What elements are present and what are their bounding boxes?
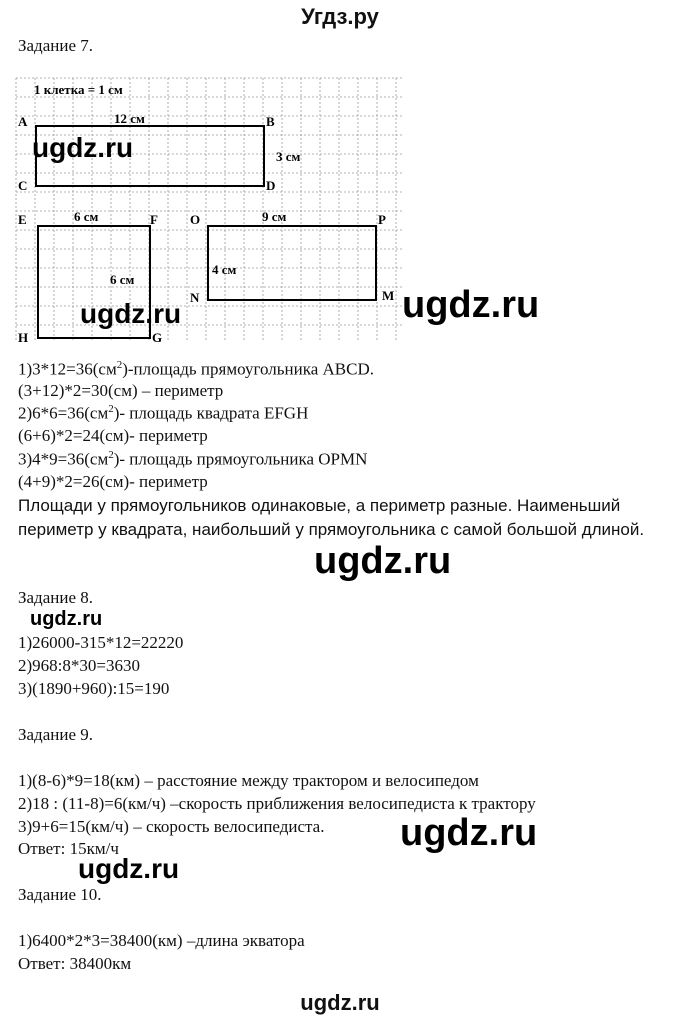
task7-line-3: $2)6*6=36(см^2)-$ площадь квадрата EFGH: [18, 403, 309, 423]
task7-line-6: (4+9)*2=26(см)- периметр: [18, 472, 208, 491]
label-o: O: [190, 212, 201, 227]
footer-site: ugdz.ru: [300, 990, 380, 1015]
label-g: G: [152, 330, 163, 345]
label-n: N: [190, 290, 200, 305]
scale-label: 1 клетка = 1 см: [34, 82, 123, 97]
task8-line-2: 2)968:8*30=3630: [18, 656, 140, 675]
task10-line-1: 1)6400*2*3=38400(км) –длина экватора: [18, 931, 305, 950]
site-title: Угдз.ру: [301, 4, 379, 29]
task9-line-2: 2)18 : (11-8)=6(км/ч) –скорость приближения велосипедиста к трактору: [18, 794, 536, 813]
watermark: ugdz.ru: [30, 608, 103, 630]
label-a: A: [18, 114, 28, 129]
task8-line-1: 1)26000-315*12=22220: [18, 633, 184, 652]
rect2-width: 9 см: [262, 209, 287, 224]
task7-line-4: (6+6)*2=24(см)- периметр: [18, 426, 208, 445]
task10-answer: Ответ: 38400км: [18, 954, 132, 973]
watermark: ugdz.ru: [32, 132, 134, 163]
task7-heading: Задание 7.: [18, 36, 93, 55]
label-p: P: [378, 212, 386, 227]
watermark: ugdz.ru: [402, 284, 540, 326]
label-d: D: [266, 178, 276, 193]
label-b: B: [266, 114, 275, 129]
task8-heading: Задание 8.: [18, 588, 93, 607]
task10-heading: Задание 10.: [18, 885, 102, 904]
task7-line-1: $1)3*12=36(см^2)$-площадь прямоугольника ABCD.: [18, 359, 374, 379]
task7-figure: [14, 76, 414, 346]
label-c: C: [18, 178, 28, 193]
task7-conclusion: Площади у прямоугольников одинаковые, а периметр разные. Наименьший периметр у квадрата, наибольший у прямоугольника с самой большой длиной.: [18, 496, 645, 539]
rect1-height: 3 см: [276, 149, 301, 164]
label-e: E: [18, 212, 27, 227]
label-f: F: [150, 212, 158, 227]
task7-line-2: (3+12)*2=30(см) – периметр: [18, 381, 224, 400]
label-m: M: [382, 288, 395, 303]
task8-line-3: 3)(1890+960):15=190: [18, 679, 170, 698]
watermark: ugdz.ru: [314, 540, 452, 582]
rect2-height: 4 см: [212, 262, 237, 277]
watermark: ugdz.ru: [400, 812, 538, 854]
task9-heading: Задание 9.: [18, 725, 93, 744]
task9-line-3: 3)9+6=15(км/ч) – скорость велосипедиста.: [18, 817, 325, 836]
task9-line-1: 1)(8-6)*9=18(км) – расстояние между трактором и велосипедом: [18, 771, 479, 790]
square-width: 6 см: [74, 209, 99, 224]
label-h: H: [18, 330, 29, 345]
watermark: ugdz.ru: [80, 298, 182, 329]
square-height: 6 см: [110, 272, 135, 287]
task7-line-5: $3)4*9=36(см^2)-$ площадь прямоугольника OPMN: [18, 449, 368, 469]
task9-answer: Ответ: 15км/ч: [18, 839, 119, 858]
rect1-width: 12 см: [114, 111, 145, 126]
watermark: ugdz.ru: [78, 853, 180, 884]
